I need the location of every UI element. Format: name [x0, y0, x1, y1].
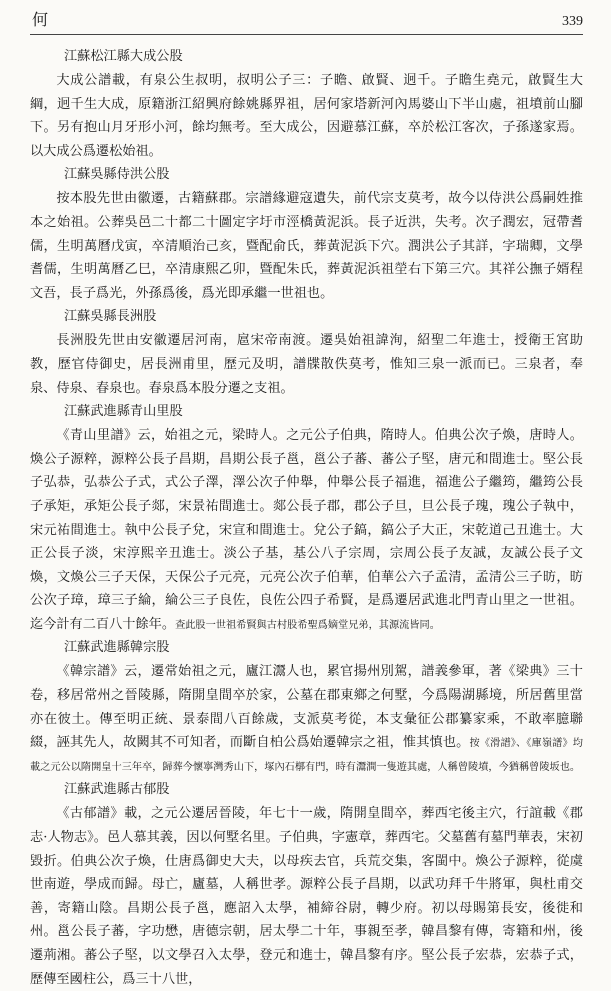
section-body: 長洲股先世由安徽遷居河南，扈宋帝南渡。遷吳始祖諱洵，紹聖二年進士，授衛王宮助教，歷官侍御史，居長洲甫里，歷元及明，譜牒散佚莫考，惟知三泉一派而已。三泉者，奉泉、侍泉、春泉也。春泉爲本股分遷之支祖。: [30, 333, 583, 396]
annotation-note: 按《滑譜》、《庫嶺譜》均載之元公以隋開皇十三年卒，歸葬今懷寧灣秀山下，塚內石槨有門，時有灊澗一隻遊其處，人稱曾陵墳，今猶稱曾陵坂也。: [30, 738, 583, 773]
section-title: 江蘇武進縣韓宗股: [64, 640, 170, 656]
page-header: [30, 0, 583, 35]
section-body: 《古郁譜》載，之元公遷居晉陵，年七十一歲，隋開皇間卒，葬西宅後主穴，行誼載《郡志·人物志》。邑人慕其義，因以何墅名里。子伯典，字憲章，葬西宅。父墓舊有墓門華表，宋初毀折。伯典公次子煥，仕唐爲御史大夫，以母疾去官，兵荒交集，客閩中。煥公子源粹，從虞世南遊，學成而歸。母亡，廬墓，人稱世孝。源粹公長子昌期，以武功拜千牛將軍，與杜甫交善，寄籍山陰。昌期公長子邕，應詔入太學，補締谷尉，轉少府。初以母賜第長安，後徙和州。邕公長子蕃，字功懋，唐德宗朝，居太學二十年，事親至孝，韓昌黎有傳，寄籍和州，後遷荊湘。蕃公子堅，以文學召入太學，登元和進士，韓昌黎有序。堅公長子宏恭，宏恭子式，歷傳至國柱公，爲三十八世，: [30, 806, 583, 987]
section-body: 大成公譜載，有泉公生叔明，叔明公子三：子瞻、啟賢、迥千。子瞻生堯元，啟賢生大綱，迥千生大成，原籍浙江紹興府餘姚縣界祖，居何家塔新河內馬婆山下半山處，祖墳前山腳下。另有抱山月牙形小河，餘均無考。至大成公，因避慕江蘇，卒於松江客次，子孫遂家焉。以大成公爲遷松始祖。: [30, 73, 583, 159]
section-title: 江蘇吳縣侍洪公股: [64, 167, 170, 183]
section: [30, 305, 583, 400]
running-head: 何: [32, 10, 49, 29]
annotation-note: 查此股一世祖希賢與古村股希聖爲嫡堂兄弟，其源流皆同。: [175, 619, 440, 631]
section: [30, 163, 583, 305]
page-number: 339: [562, 14, 583, 29]
section-title: 江蘇武進縣青山里股: [64, 404, 183, 420]
section: [30, 636, 583, 778]
section: [30, 45, 583, 163]
section-title: 江蘇松江縣大成公股: [64, 49, 183, 64]
section: [30, 778, 583, 991]
section-body: 《韓宗譜》云，遷常始祖之元，廬江灊人也，累官揚州別駕，譜義參軍，著《梁典》三十卷，移居常州之晉陵縣，隋開皇間卒於家，公墓在郡東鄉之何墅，今爲陽湖縣境，所居舊里當亦在彼土。傳至明正統、景泰間八百餘歲，支派莫考從，本支彙征公郡纂家乘，不敢率臆聯綴，誣其先人，故闕其不可知者，而斷自柏公爲始遷韓宗之祖，惟其慎也。按《滑譜》、《庫嶺譜》均載之元公以隋開皇十三年卒，歸葬今懷寧灣秀山下，塚內石槨有門，時有灊澗一隻遊其處，人稱曾陵墳，今猶稱曾陵坂也。: [30, 664, 583, 773]
section: [30, 400, 583, 636]
section-body: 《青山里譜》云，始祖之元，梁時人。之元公子伯典，隋時人。伯典公次子煥，唐時人。煥公子源粹，源粹公長子昌期，昌期公長子邕，邕公子蕃、蕃公子堅，唐元和間進士。堅公長子弘恭，弘恭公子式，式公子澤，澤公次子仲舉，仲舉公長子福進，福進公子繼筠，繼筠公長子承矩，承矩公長子郯，宋景祐間進士。郯公長子郡，郡公子旦，旦公長子瑰，瑰公子執中，宋元祐間進士。執中公長子兌，宋宣和間進士。兌公子鎬，鎬公子大正，宋乾道己丑進士。大正公長子淡，宋淳熙辛丑進士。淡公子基，基公八子宗周，宗周公長子友誠，友誠公長子文煥，文煥公三子天保，天保公子元亮，元亮公次子伯華，伯華公六子孟清，孟清公三子昉，昉公次子璋，璋三子綸，綸公三子良佐，良佐公四子希賢，是爲遷居武進北門青山里之一世祖。迄今計有二百八十餘年。查此股一世祖希賢與古村股希聖爲嫡堂兄弟，其源流皆同。: [30, 428, 583, 632]
section-body: 按本股先世由徽遷，古籍蘇郡。宗譜緣避寇遺失，前代宗支莫考，故今以侍洪公爲嗣姓推本之始祖。公葬吳邑二十都二十圖定字圩市涇橋黃泥浜。長子近洪，失考。次子潤宏，冠帶耆儒，生明萬曆戊寅，卒清順治己亥，暨配俞氏，葬黃泥浜下穴。潤洪公子其詳，字瑞卿，文學耆儒，生明萬曆乙巳，卒清康熙乙卯，暨配朱氏，葬黃泥浜祖塋右下第三穴。其祥公撫子婿程文吾，長子爲光，外孫爲後，爲光即承繼一世祖也。: [30, 191, 583, 301]
section-title: 江蘇武進縣古郁股: [64, 782, 170, 798]
section-title: 江蘇吳縣長洲股: [64, 309, 157, 325]
